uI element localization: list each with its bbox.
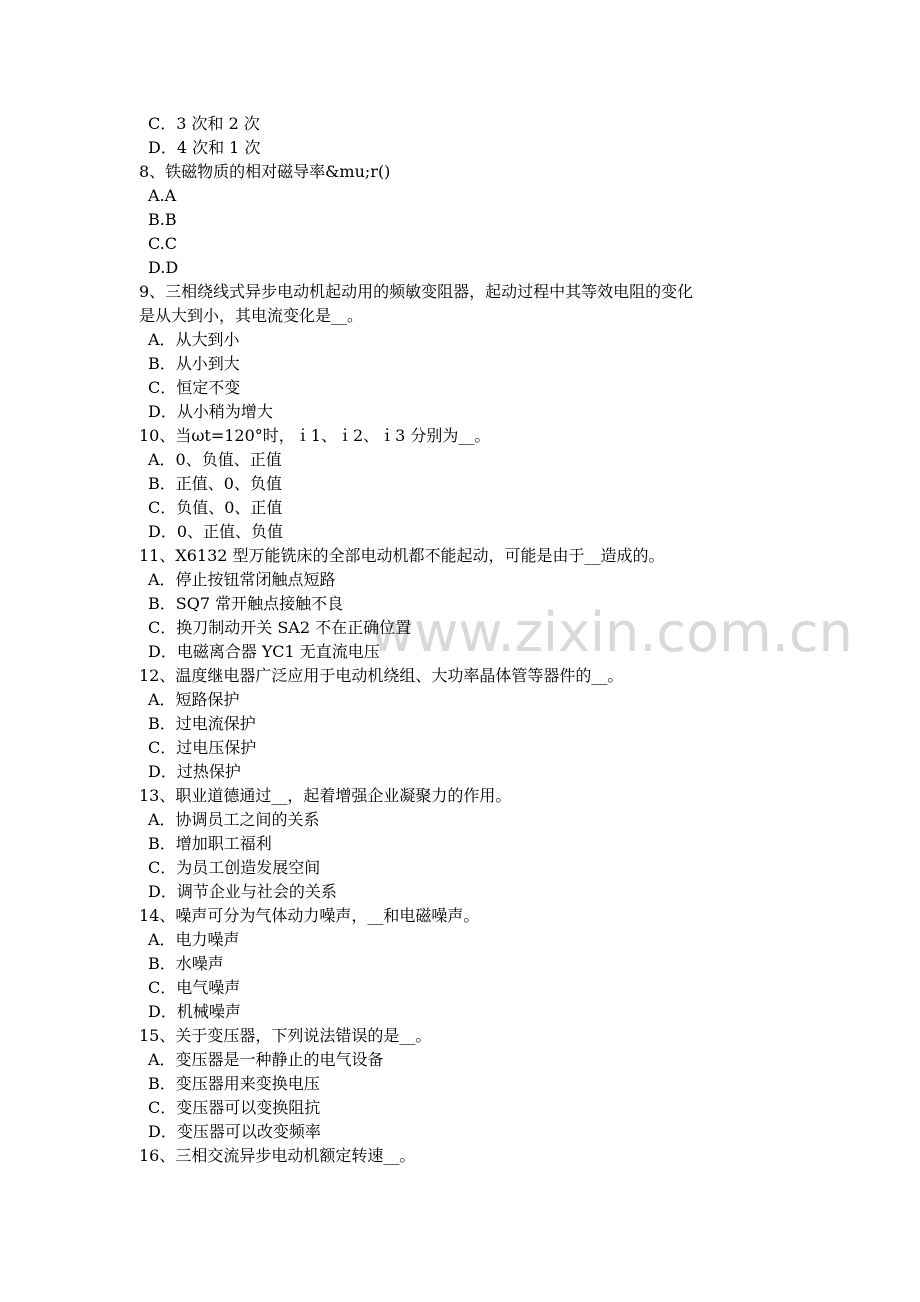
option-line: A．停止按钮常闭触点短路 bbox=[148, 570, 336, 589]
option-line: D．调节企业与社会的关系 bbox=[148, 882, 337, 901]
question-line: 9、三相绕线式异步电动机起动用的频敏变阻器，起动过程中其等效电阻的变化 bbox=[139, 282, 694, 301]
option-line: D.D bbox=[148, 258, 179, 277]
question-line: 16、三相交流异步电动机额定转速__。 bbox=[139, 1146, 416, 1165]
option-line: D．变压器可以改变频率 bbox=[148, 1122, 321, 1141]
option-line: C．换刀制动开关 SA2 不在正确位置 bbox=[148, 618, 412, 637]
option-line: C．为员工创造发展空间 bbox=[148, 858, 321, 877]
option-line: A．变压器是一种静止的电气设备 bbox=[148, 1050, 384, 1069]
option-line: A．0、负值、正值 bbox=[148, 450, 282, 469]
option-line: D．电磁离合器 YC1 无直流电压 bbox=[148, 642, 380, 661]
question-line: 10、当ωt=120°时，ｉ1、ｉ2、ｉ3 分别为__。 bbox=[139, 426, 491, 445]
question-line: 12、温度继电器广泛应用于电动机绕组、大功率晶体管等器件的__。 bbox=[139, 666, 624, 685]
option-line: B．水噪声 bbox=[148, 954, 224, 973]
watermark-text: www.zixin.com.cn bbox=[370, 601, 853, 664]
option-line: C．变压器可以变换阻抗 bbox=[148, 1098, 321, 1117]
question-line: 8、铁磁物质的相对磁导率&mu;r() bbox=[139, 162, 391, 181]
option-line: B．增加职工福利 bbox=[148, 834, 272, 853]
option-line: D．机械噪声 bbox=[148, 1002, 241, 1021]
option-line: C．过电压保护 bbox=[148, 738, 257, 757]
option-line: C．恒定不变 bbox=[148, 378, 241, 397]
question-line: 15、关于变压器，下列说法错误的是__。 bbox=[139, 1026, 432, 1045]
option-line: A．电力噪声 bbox=[148, 930, 240, 949]
option-line: B．SQ7 常开触点接触不良 bbox=[148, 594, 344, 613]
option-line: B．过电流保护 bbox=[148, 714, 256, 733]
option-line: A．协调员工之间的关系 bbox=[148, 810, 320, 829]
option-line: A．短路保护 bbox=[148, 690, 240, 709]
question-line: 14、噪声可分为气体动力噪声，__和电磁噪声。 bbox=[139, 906, 480, 925]
option-line: B．正值、0、负值 bbox=[148, 474, 282, 493]
option-line: B．变压器用来变换电压 bbox=[148, 1074, 320, 1093]
option-line: D．从小稍为增大 bbox=[148, 402, 273, 421]
question-line: 是从大到小，其电流变化是__。 bbox=[139, 306, 364, 325]
option-line: D．过热保护 bbox=[148, 762, 241, 781]
option-line: B．从小到大 bbox=[148, 354, 240, 373]
option-line: C.C bbox=[148, 234, 177, 253]
document-page bbox=[139, 112, 799, 1168]
option-line: A.A bbox=[148, 186, 177, 205]
option-line: D．0、正值、负值 bbox=[148, 522, 284, 541]
option-line: C．3 次和 2 次 bbox=[148, 114, 260, 133]
option-line: D．4 次和 1 次 bbox=[148, 138, 261, 157]
option-line: A．从大到小 bbox=[148, 330, 240, 349]
option-line: C．电气噪声 bbox=[148, 978, 241, 997]
option-line: C．负值、0、正值 bbox=[148, 498, 283, 517]
option-line: B.B bbox=[148, 210, 177, 229]
question-line: 11、X6132 型万能铣床的全部电动机都不能起动，可能是由于__造成的。 bbox=[139, 546, 665, 565]
question-line: 13、职业道德通过__，起着增强企业凝聚力的作用。 bbox=[139, 786, 512, 805]
